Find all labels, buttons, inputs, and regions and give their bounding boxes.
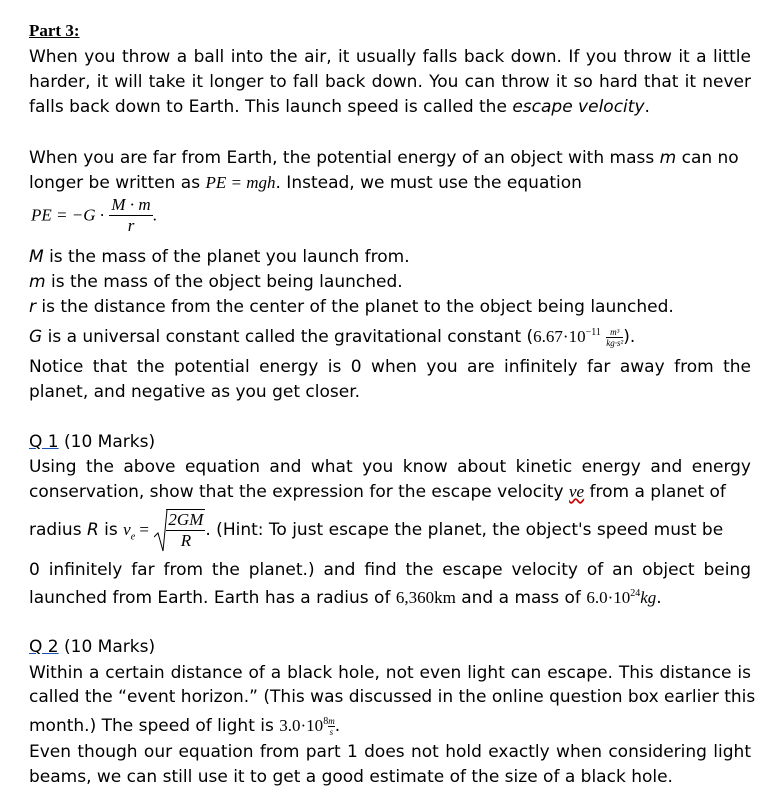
q1-line-5-b: and a mass of — [455, 588, 587, 608]
ve-symbol: ve — [569, 482, 585, 501]
def-G-end: ). — [623, 327, 636, 347]
pe-fraction — [109, 195, 152, 236]
pe-line-2-a: longer be written as — [29, 173, 206, 193]
q2-line-3-a: month.) The speed of light is — [29, 716, 280, 736]
g-unit-num: m³ — [606, 327, 623, 338]
pe-line-1-b: can no — [676, 148, 739, 168]
q1-line-2-b: from a planet of — [584, 482, 726, 502]
ve-formula-sub: e — [130, 531, 136, 543]
def-M-symbol: M — [29, 247, 44, 267]
sol-unit-den: s — [329, 726, 334, 737]
g-unit-den: kg·s² — [606, 337, 624, 348]
intro-line-3 — [29, 96, 650, 118]
intro-line-1: When you throw a ball into the air, it usually falls back down. If you throw it a little — [29, 47, 751, 67]
earth-mass: 6.0·10 — [586, 588, 631, 607]
pe-line-2-b: . Instead, we must use the equation — [275, 173, 582, 193]
intro-end: . — [644, 97, 650, 117]
speed-of-light-exponent: 8 — [323, 716, 329, 727]
pe-fraction-num: M · m — [111, 195, 151, 214]
q2-line-3 — [29, 711, 340, 737]
q1-line-5-end: . — [656, 588, 662, 608]
q2-marks: (10 Marks) — [58, 637, 156, 657]
g-constant-value: 6.67·10 — [533, 327, 586, 346]
sqrt-fraction-den: R — [180, 531, 192, 550]
q1-line-3 — [29, 509, 723, 554]
earth-mass-unit: kg — [640, 588, 657, 607]
escape-velocity-term: escape velocity — [512, 97, 645, 117]
def-G-text: is a universal constant called the gravitational constant ( — [42, 327, 534, 347]
def-m-text: is the mass of the object being launched. — [45, 272, 403, 292]
sqrt-fraction-num: 2GM — [168, 510, 204, 529]
intro-line-3-text: falls back down to Earth. This launch speed is called the — [29, 97, 513, 117]
g-constant-unit — [606, 327, 623, 348]
radius-symbol: R — [86, 520, 99, 540]
ve-formula-equals: = — [135, 520, 150, 539]
q1-line-2 — [29, 481, 726, 503]
q2-label: Q 2 — [29, 637, 59, 657]
def-M-text: is the mass of the planet you launch from. — [43, 247, 410, 267]
q2-heading — [29, 636, 155, 658]
speed-of-light: 3.0·10 — [279, 716, 324, 735]
def-G-symbol: G — [29, 327, 43, 347]
g-constant-exponent: −11 — [585, 327, 601, 338]
part-heading: Part 3: — [29, 21, 80, 40]
q1-line-2-a: conservation, show that the expression for the escape velocity — [29, 482, 570, 502]
pe-fraction-den: r — [127, 216, 135, 235]
def-r — [29, 296, 674, 318]
sol-unit-num: m — [328, 715, 335, 726]
def-M — [29, 246, 410, 268]
q2-line-5: beams, we can still use it to get a good estimate of the size of a black hole. — [29, 767, 673, 787]
q1-label: Q 1 — [29, 432, 59, 452]
earth-mass-exponent: 24 — [630, 588, 641, 599]
q1-line-3-c: . (Hint: To just escape the planet, the object's speed must be — [205, 520, 724, 540]
q1-marks: (10 Marks) — [58, 432, 156, 452]
pe-line-2 — [29, 172, 582, 194]
def-m — [29, 271, 403, 293]
q1-line-1: Using the above equation and what you know about kinetic energy and energy — [29, 457, 751, 477]
q1-line-3-a: radius — [29, 520, 87, 540]
notice-line-2: planet, and negative as you get closer. — [29, 382, 361, 402]
notice-line-1: Notice that the potential energy is 0 when you are infinitely far away from the — [29, 357, 751, 377]
mass-symbol: m — [659, 148, 677, 168]
sqrt-fraction — [166, 510, 205, 551]
def-r-symbol: r — [29, 297, 36, 317]
def-G — [29, 322, 635, 348]
pe-equation-lhs: PE = −G · — [31, 205, 104, 225]
pe-line-1 — [29, 147, 739, 169]
pe-equation-end: . — [152, 205, 157, 225]
pe-equation — [31, 195, 157, 236]
q1-heading — [29, 431, 155, 453]
q1-line-5 — [29, 583, 662, 609]
pe-line-1-a: When you are far from Earth, the potential energy of an object with mass — [29, 148, 660, 168]
intro-line-2: harder, it will take it longer to fall back down. You can throw it so hard that it never — [29, 72, 751, 92]
q2-line-4: Even though our equation from part 1 does not hold exactly when considering light — [29, 742, 751, 762]
sqrt-sign-icon — [154, 509, 168, 553]
def-m-symbol: m — [29, 272, 46, 292]
ve-formula-v: v — [123, 520, 131, 539]
q1-line-4: 0 infinitely far from the planet.) and find the escape velocity of an object being — [29, 560, 751, 580]
pe-mgh-equation: PE = mgh — [205, 173, 276, 192]
q1-line-3-b: is — [98, 520, 124, 540]
q1-line-5-a: launched from Earth. Earth has a radius of — [29, 588, 396, 608]
q2-line-3-end: . — [334, 716, 341, 736]
def-r-text: is the distance from the center of the planet to the object being launched. — [36, 297, 674, 317]
earth-radius: 6,360km — [395, 588, 456, 607]
q2-line-1: Within a certain distance of a black hole, not even light can escape. This distance is — [29, 663, 751, 683]
q2-line-2: called the “event horizon.” (This was discussed in the online question box earlier this — [29, 687, 756, 707]
sqrt-expression — [154, 509, 205, 551]
